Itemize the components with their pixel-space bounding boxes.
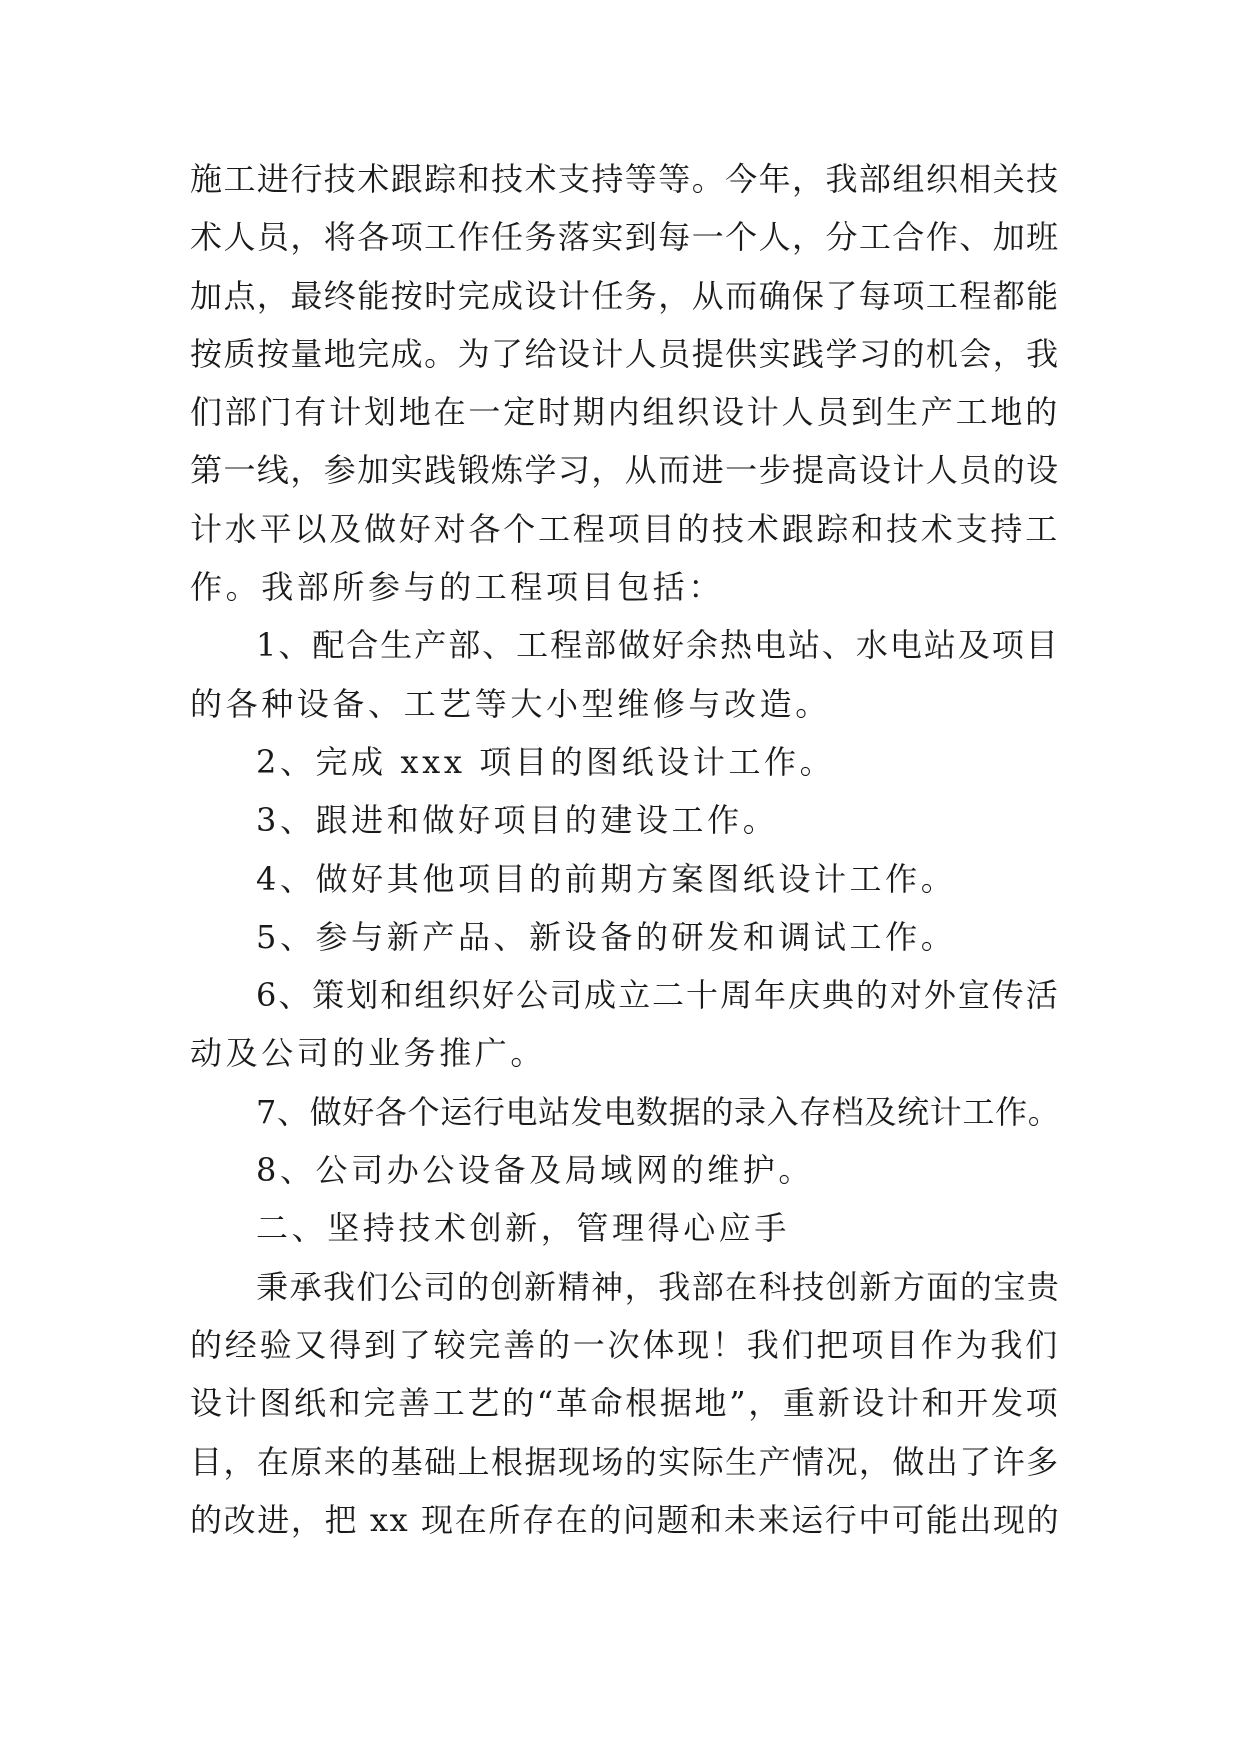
text-line: 3、跟进和做好项目的建设工作。 [256, 801, 779, 840]
text-line: 设计图纸和完善工艺的“革命根据地”，重新设计和开发项 [190, 1384, 1061, 1423]
text-line: 5、参与新产品、新设备的研发和调试工作。 [256, 917, 957, 956]
text-line: 1、配合生产部、工程部做好余热电站、水电站及项目 [256, 626, 1060, 665]
document-body [190, 150, 1060, 1549]
text-line: 7、做好各个运行电站发电数据的录入存档及统计工作。 [256, 1092, 1061, 1131]
text-line: 动及公司的业务推广。 [190, 1034, 547, 1073]
text-line: 加点，最终能按时完成设计任务，从而确保了每项工程都能 [190, 276, 1060, 315]
text-line: 的改进，把 xx 现在所存在的问题和未来运行中可能出现的 [190, 1500, 1061, 1539]
text-line: 第一线，参加实践锻炼学习，从而进一步提高设计人员的设 [190, 451, 1060, 490]
text-line: 的各种设备、工艺等大小型维修与改造。 [190, 684, 831, 723]
text-line: 秉承我们公司的创新精神，我部在科技创新方面的宝贵 [256, 1267, 1061, 1306]
text-line: 作。我部所参与的工程项目包括： [190, 568, 725, 607]
text-line: 按质按量地完成。为了给设计人员提供实践学习的机会，我 [190, 334, 1060, 373]
text-line: 们部门有计划地在一定时期内组织设计人员到生产工地的 [190, 393, 1061, 432]
text-line: 目，在原来的基础上根据现场的实际生产情况，做出了许多 [190, 1442, 1060, 1481]
text-line: 二、坚持技术创新，管理得心应手 [256, 1209, 791, 1248]
text-line: 计水平以及做好对各个工程项目的技术跟踪和技术支持工 [190, 509, 1061, 548]
text-line: 4、做好其他项目的前期方案图纸设计工作。 [256, 859, 957, 898]
text-line: 2、完成 xxx 项目的图纸设计工作。 [256, 742, 836, 781]
text-line: 6、策划和组织好公司成立二十周年庆典的对外宣传活 [256, 976, 1060, 1015]
text-line: 的经验又得到了较完善的一次体现！我们把项目作为我们 [190, 1325, 1061, 1364]
text-line: 8、公司办公设备及局域网的维护。 [256, 1151, 814, 1190]
text-line: 施工进行技术跟踪和技术支持等等。今年，我部组织相关技 [190, 160, 1060, 198]
text-line: 术人员，将各项工作任务落实到每一个人，分工合作、加班 [190, 218, 1060, 257]
